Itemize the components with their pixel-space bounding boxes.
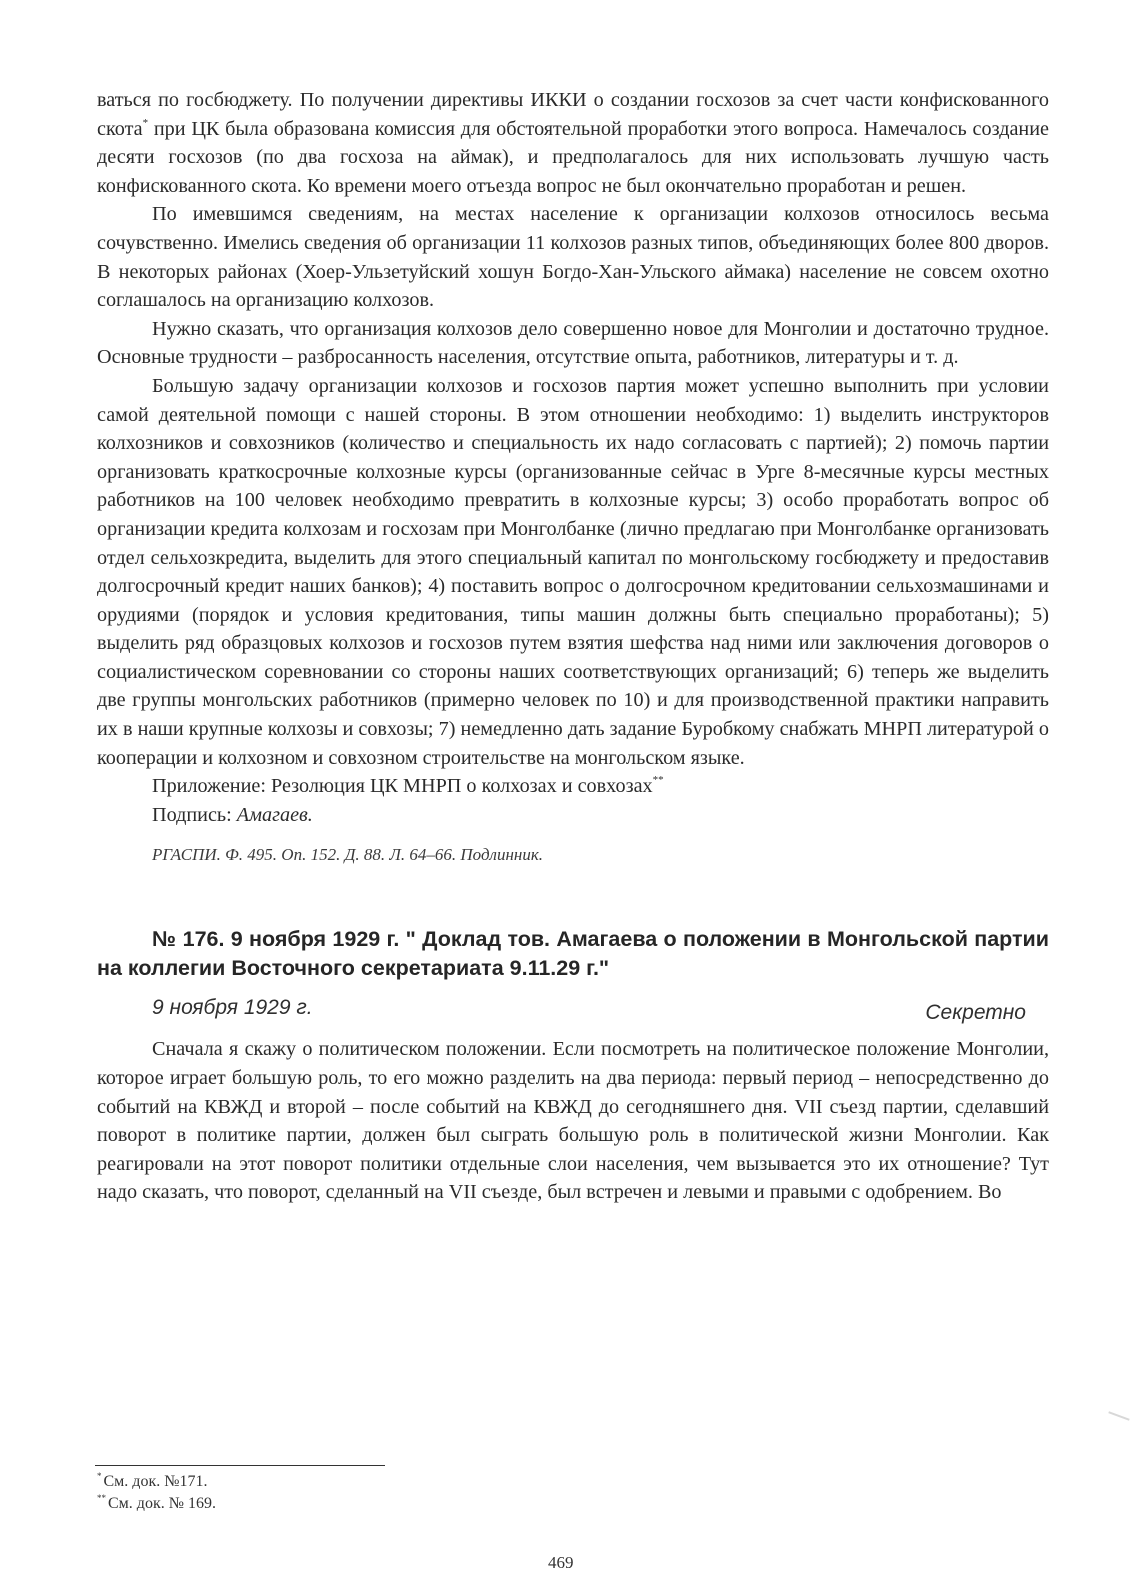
footnote-mark: * [97, 1471, 102, 1481]
page-number: 469 [548, 1553, 574, 1572]
footnote-item [97, 1471, 216, 1493]
classification-label: Секретно [925, 1001, 1026, 1025]
footnotes [97, 1471, 216, 1515]
footnote-item [97, 1493, 216, 1515]
paragraph-text: при ЦК была образована комиссия для обстоятельной проработки этого вопроса. Намечалось создание десяти госхозов (по два госхоза на аймак), и предполагалось для них использовать лучшую часть конфискованного скота. Ко времени моего отъезда вопрос не был окончательно проработан и решен. [97, 117, 1049, 197]
signature-name: Амагаев. [236, 803, 313, 826]
footnote-ref[interactable]: ** [652, 774, 664, 787]
document-meta-row [97, 991, 1049, 1025]
document-heading: № 176. 9 ноября 1929 г. " Доклад тов. Амагаева о положении в Монгольской партии на коллегии Восточного секретариата 9.11.29 г." [97, 927, 1049, 981]
paragraph-political-situation: Сначала я скажу о политическом положении. Если посмотреть на политическое положение Монголии, которое играет большую роль, то его можно разделить на два периода: первый период – непосредственно до событий на КВЖД и второй – после событий на КВЖД до сегодняшнего дня. VII съезд партии, сделавший поворот в политике партии, должен был сыграть большую роль в политической жизни Монголии. Как реагировали на этот поворот политики отдельные слои населения, чем вызывается это их отношение? Тут надо сказать, что поворот, сделанный на VII съезде, был встречен и левыми и правыми с одобрением. Во [97, 1038, 1049, 1204]
signature-line [97, 801, 1049, 830]
appendix-line [97, 772, 1049, 801]
paragraph-proposals: Большую задачу организации колхозов и госхозов партия может успешно выполнить при условии самой деятельной помощи с нашей стороны. В этом отношении необходимо: 1) выделить инструкторов колхозников и совхозников (количество и специальность их надо согласовать с партией); 2) помочь партии организовать краткосрочные колхозные курсы (организованные сейчас в Урге 8-месячные курсы местных работников на 100 человек необходимо превратить в колхозные курсы; 3) особо проработать вопрос об организации кредита колхозам и госхозам при Монголбанке (лично предлагаю при Монголбанке организовать отдел сельхозкредита, выделить для этого специальный капитал по монгольскому госбюджету и предоставив долгосрочный кредит наших банков); 4) поставить вопрос о долгосрочном кредитовании сельхозмашинами и орудиями (порядок и условия кредитования, типы машин должны быть специально проработаны); 5) выделить ряд образцовых колхозов и госхозов путем взятия шефства над ними или заключения договоров о социалистическом соревновании со стороны наших соответствующих организаций; 6) теперь же выделить две группы монгольских работников (примерно человек по 10) и для производственной практики направить их в наши крупные колхозы и совхозы; 7) немедленно дать задание Буробкому снабжать МНРП литературой о кооперации и колхозном и совхозном строительстве на монгольском языке. [97, 374, 1049, 769]
footnote-mark: ** [97, 1493, 106, 1503]
paragraph-difficulties: Нужно сказать, что организация колхозов дело совершенно новое для Монголии и достаточно трудное. Основные трудности – разбросанность населения, отсутствие опыта, работников, литературы и т. д. [97, 317, 1049, 369]
footnote-text: См. док. № 169. [108, 1495, 216, 1512]
appendix-text: Приложение: Резолюция ЦК МНРП о колхозах и совхозах [152, 775, 653, 798]
document-date: 9 ноября 1929 г. [152, 996, 313, 1020]
signature-label: Подпись: [152, 803, 237, 826]
paragraph-kolkhoz-attitudes: По имевшимся сведениям, на местах население к организации колхозов относилось весьма сочувственно. Имелись сведения об организации 11 колхозов разных типов, объединяющих более 800 дворов. В некоторых районах (Хоер-Ульзетуйский хошун Богдо-Хан-Ульского аймака) население не совсем охотно соглашалось на организацию колхозов. [97, 203, 1049, 312]
document-body [97, 1035, 1049, 1207]
footnote-text: См. док. №171. [103, 1473, 208, 1490]
paragraph-continued [97, 86, 1049, 200]
paragraph-text: ваться по госбюджету. По получении директивы ИККИ о создании госхозов за счет части конфискованного скота [97, 89, 1049, 140]
page-body [97, 86, 1049, 1207]
footnote-divider [95, 1465, 385, 1466]
archive-source: РГАСПИ. Ф. 495. Оп. 152. Д. 88. Л. 64–66. Подлинник. [152, 845, 544, 865]
footnote-ref[interactable]: * [142, 116, 149, 129]
scan-artifact [1108, 1411, 1129, 1420]
